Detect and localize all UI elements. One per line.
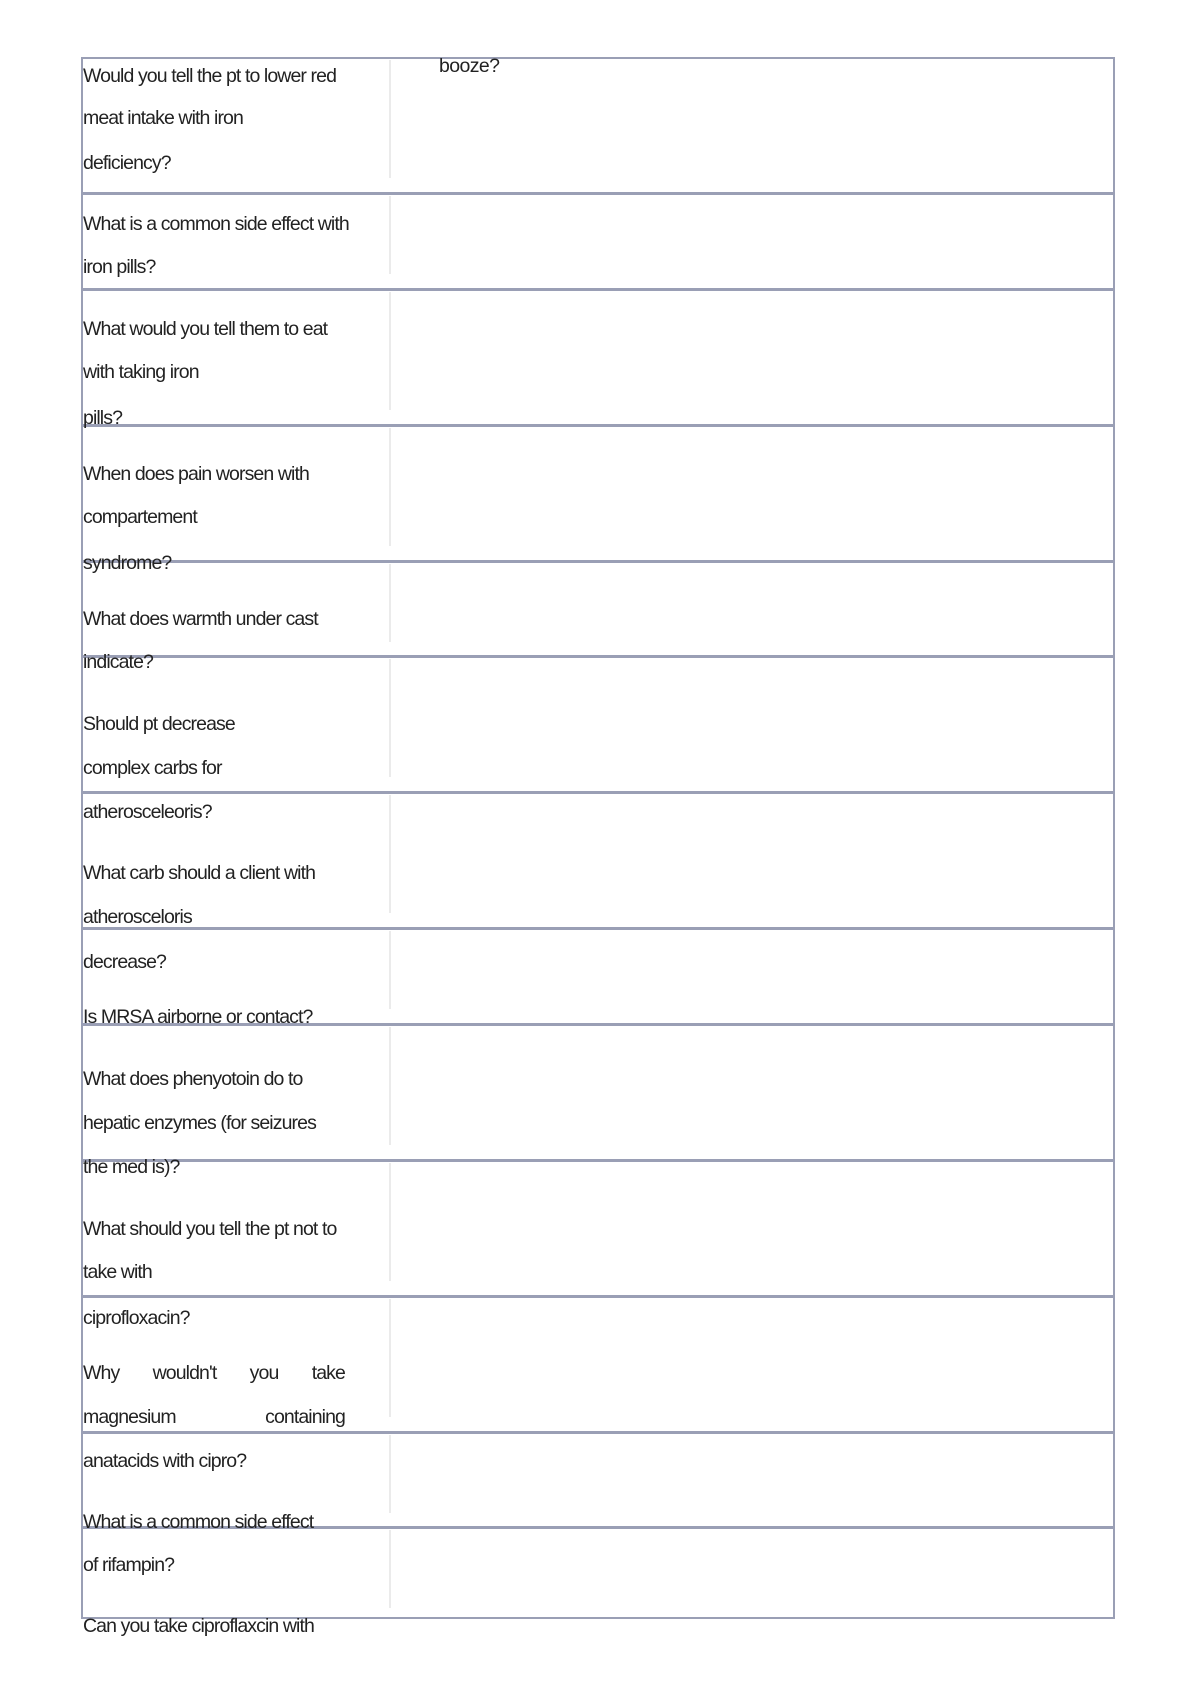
row-divider (81, 288, 1115, 291)
question-line: When does pain worsen with (83, 463, 309, 485)
answer-carryover-text: booze? (439, 55, 500, 77)
row-divider (81, 192, 1115, 195)
column-divider (389, 795, 391, 913)
question-line: syndrome? (83, 552, 172, 574)
row-divider (81, 1159, 1115, 1162)
column-divider (389, 196, 391, 274)
question-line: take with (83, 1261, 152, 1283)
question-line: What should you tell the pt not to (83, 1218, 337, 1240)
row-divider (81, 927, 1115, 930)
question-line-justified (83, 1405, 345, 1429)
column-divider (389, 659, 391, 777)
question-line: Should pt decrease (83, 713, 235, 735)
question-line: of rifampin? (83, 1554, 175, 1576)
question-line: Can you take ciproflaxcin with (83, 1615, 314, 1637)
question-line: indicate? (83, 651, 153, 673)
row-divider (81, 424, 1115, 427)
row-divider (81, 655, 1115, 658)
question-line: iron pills? (83, 256, 156, 278)
question-word: Why (83, 1362, 120, 1384)
row-divider (81, 1431, 1115, 1434)
question-line: anatacids with cipro? (83, 1450, 247, 1472)
question-line: atherosceloris (83, 906, 192, 928)
column-divider (389, 292, 391, 410)
question-word: you (249, 1362, 279, 1384)
column-divider (389, 1530, 391, 1608)
question-word: take (311, 1362, 345, 1384)
row-divider (81, 1295, 1115, 1298)
column-divider (389, 1027, 391, 1145)
row-divider (81, 791, 1115, 794)
row-divider (81, 560, 1115, 563)
question-line: What is a common side effect with (83, 213, 349, 235)
column-divider (389, 931, 391, 1009)
question-line: Would you tell the pt to lower red (83, 65, 337, 87)
question-line: What carb should a client with (83, 862, 316, 884)
question-line: What does warmth under cast (83, 608, 318, 630)
column-divider (389, 1163, 391, 1281)
column-divider (389, 1435, 391, 1513)
question-line: What does phenyotoin do to (83, 1068, 303, 1090)
question-line: decrease? (83, 951, 166, 973)
question-line: ciprofloxacin? (83, 1307, 190, 1329)
column-divider (389, 564, 391, 642)
column-divider (389, 1299, 391, 1417)
question-line: with taking iron (83, 361, 199, 383)
question-word: magnesium (83, 1406, 176, 1428)
question-line: the med is)? (83, 1156, 180, 1178)
question-line: What would you tell them to eat (83, 318, 328, 340)
question-line: deficiency? (83, 152, 171, 174)
question-word: wouldn't (152, 1362, 217, 1384)
question-line: hepatic enzymes (for seizures (83, 1112, 316, 1134)
question-line: atherosceleoris? (83, 801, 212, 823)
question-line: pills? (83, 407, 123, 429)
question-line: Is MRSA airborne or contact? (83, 1006, 313, 1028)
question-line: compartement (83, 506, 197, 528)
column-divider (389, 428, 391, 546)
question-line: meat intake with iron (83, 107, 243, 129)
question-line-justified (83, 1361, 345, 1385)
question-line: What is a common side effect (83, 1511, 314, 1533)
column-divider (389, 60, 391, 178)
question-word: containing (265, 1406, 345, 1428)
question-line: complex carbs for (83, 757, 222, 779)
